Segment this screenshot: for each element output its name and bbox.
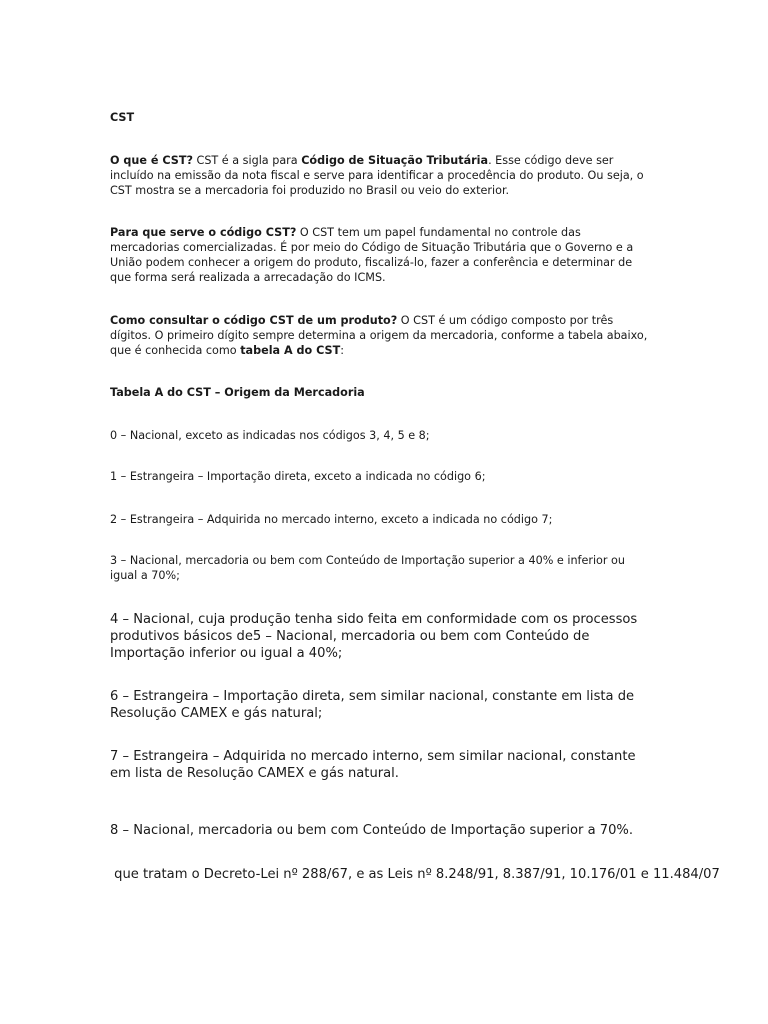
term-tabela-a: tabela A do CST [240, 344, 341, 357]
origin-item-7: 7 – Estrangeira – Adquirida no mercado interno, sem similar nacional, constante em lista de Resolução CAMEX e gás natural. [110, 749, 636, 781]
answer-what-is-cst-pre: CST é a sigla para [192, 154, 302, 167]
table-heading: Tabela A do CST – Origem da Mercadoria [110, 386, 365, 399]
origin-item-3: 3 – Nacional, mercadoria ou bem com Conteúdo de Importação superior a 40% e inferior ou igual a 70%; [110, 554, 625, 582]
question-what-is-cst: O que é CST? [110, 154, 193, 167]
paragraph-how-to-consult [110, 313, 650, 358]
term-codigo-situacao-tributaria: Código de Situação Tributária [301, 154, 489, 167]
paragraph-purpose [110, 225, 650, 285]
answer-purpose: O CST tem um papel fundamental no controle das mercadorias comercializadas. É por meio do Código de Situação Tributária que o Governo e a União podem conhecer a origem do produto, fiscalizá-lo, fazer a conferência e determinar de que forma será realizada a arrecadação do ICMS. [110, 226, 634, 284]
answer-what-is-cst-post: . Esse código deve ser incluído na emissão da nota fiscal e serve para identificar a procedência do produto. Ou seja, o CST mostra se a mercadoria foi produzido no Brasil ou veio do exterior. [110, 154, 644, 197]
footer-legal-reference: que tratam o Decreto-Lei nº 288/67, e as Leis nº 8.248/91, 8.387/91, 10.176/01 e 11.484/07 [110, 867, 720, 882]
answer-how-to-consult-pre: O CST é um código composto por três dígitos. O primeiro dígito sempre determina a origem da mercadoria, conforme a tabela abaixo, que é conhecida como [110, 314, 648, 357]
origin-item-1: 1 – Estrangeira – Importação direta, exceto a indicada no código 6; [110, 470, 486, 483]
question-purpose: Para que serve o código CST? [110, 226, 297, 239]
origin-item-4: 4 – Nacional, cuja produção tenha sido feita em conformidade com os processos produtivos básicos de5 – Nacional, mercadoria ou bem com Conteúdo de Importação inferior ou igual a 40%; [110, 612, 638, 661]
document-title: CST [110, 111, 135, 124]
origin-item-2: 2 – Estrangeira – Adquirida no mercado interno, exceto a indicada no código 7; [110, 513, 553, 526]
question-how-to-consult: Como consultar o código CST de um produto? [110, 314, 398, 327]
origin-item-6: 6 – Estrangeira – Importação direta, sem similar nacional, constante em lista de Resolução CAMEX e gás natural; [110, 689, 635, 721]
origin-item-0: 0 – Nacional, exceto as indicadas nos códigos 3, 4, 5 e 8; [110, 429, 430, 442]
origin-item-8: 8 – Nacional, mercadoria ou bem com Conteúdo de Importação superior a 70%. [110, 823, 634, 838]
answer-how-to-consult-post: : [340, 344, 345, 357]
paragraph-what-is-cst [110, 153, 650, 198]
